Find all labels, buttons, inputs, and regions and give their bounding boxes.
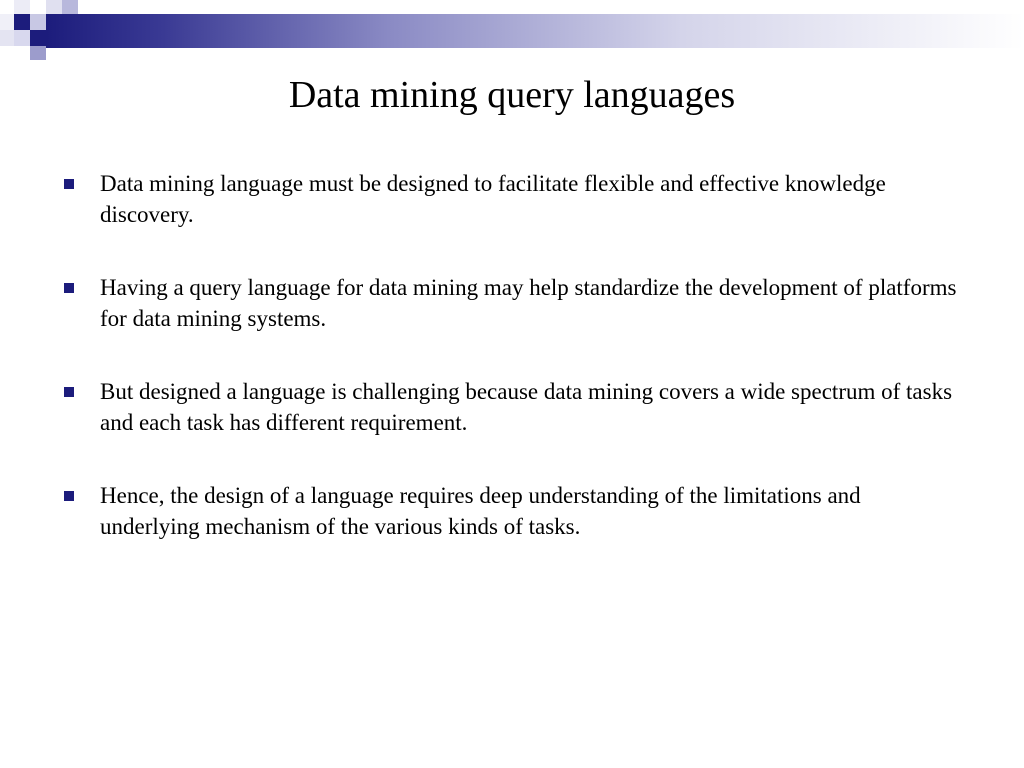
header-decoration-square: [30, 46, 46, 60]
header-decoration-square: [30, 30, 46, 46]
bullet-item: [62, 376, 962, 438]
square-bullet-icon: [64, 179, 74, 189]
header-decoration-square: [46, 0, 62, 14]
bullet-item: [62, 272, 962, 334]
square-bullet-icon: [64, 491, 74, 501]
bullet-list: [62, 168, 962, 584]
square-bullet-icon: [64, 387, 74, 397]
slide-title: Data mining query languages: [288, 74, 736, 116]
bullet-item: [62, 480, 962, 542]
bullet-item: [62, 168, 962, 230]
square-bullet-icon: [64, 283, 74, 293]
header-decoration-square: [30, 14, 46, 30]
header-decoration-square: [0, 30, 14, 46]
bullet-text: Hence, the design of a language requires deep understanding of the limitations and underlying mechanism of the various kinds of tasks.: [100, 483, 861, 539]
header-decoration-square: [14, 30, 30, 46]
header-decoration-square: [0, 14, 14, 30]
header-decoration-square: [14, 14, 30, 30]
bullet-text: Having a query language for data mining may help standardize the development of platforms for data mining systems.: [100, 275, 957, 331]
header-gradient-bar: [46, 14, 1024, 48]
bullet-text: But designed a language is challenging because data mining covers a wide spectrum of tasks and each task has different requirement.: [100, 379, 953, 435]
header-decoration-square: [14, 0, 30, 14]
bullet-text: Data mining language must be designed to facilitate flexible and effective knowledge discovery.: [100, 171, 886, 227]
header-decoration-square: [62, 0, 78, 14]
